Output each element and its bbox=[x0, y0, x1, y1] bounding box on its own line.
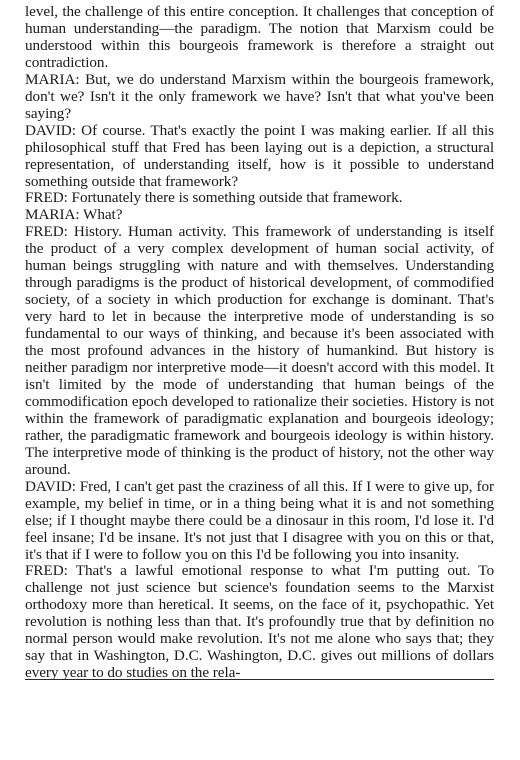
speaker-label: MARIA: bbox=[25, 206, 80, 224]
paragraph-maria-1 bbox=[25, 72, 494, 123]
paragraph-text: But, we do understand Marxism within the bourgeois framework, don't we? Isn't it the only framework we have? Isn't that what you've been saying? bbox=[25, 70, 494, 122]
paragraph-maria-2 bbox=[25, 207, 494, 224]
paragraph-continuation bbox=[25, 4, 494, 72]
page-text bbox=[25, 4, 494, 682]
paragraph-david-1 bbox=[25, 123, 494, 191]
paragraph-fred-3 bbox=[25, 563, 494, 682]
paragraph-text: Of course. That's exactly the point I was making earlier. If all this philosophical stuff that Fred has been laying out is a depiction, a structural representation, of understanding itself, how is it possible to understand something outside that framework? bbox=[25, 121, 494, 190]
paragraph-fred-1 bbox=[25, 190, 494, 207]
paragraph-text: History. Human activity. This framework of understanding is itself the product of a very complex development of human social activity, of human beings struggling with nature and with themselves. Understanding through paradigms is the product of historical development, of commodified society, of a society in which production for exchange is dominant. That's very hard to let in because the interpretive mode of understanding is so fundamental to our ways of thinking, and because it's been associated with the most profound advances in the history of humankind. But history is neither paradigm nor interpretive mode—it doesn't accord with this model. It isn't limited by the mode of understanding that human beings of the commodification epoch developed to rationalize their societies. History is not within the framework of paradigmatic explanation and bourgeois ideology; rather, the paradigmatic framework and bourgeois ideology is within history. The interpretive mode of thinking is the product of history, not the other way around. bbox=[25, 223, 494, 478]
paragraph-text: level, the challenge of this entire conception. It challenges that conception of human understanding—the paradigm. The notion that Marxism could be understood within this bourgeois framework is therefore a straight out contradiction. bbox=[25, 3, 494, 71]
paragraph-david-2 bbox=[25, 479, 494, 564]
speaker-label: MARIA: bbox=[25, 70, 80, 88]
paragraph-text: What? bbox=[79, 206, 123, 224]
speaker-label: FRED: bbox=[25, 189, 68, 207]
speaker-label: FRED: bbox=[25, 562, 68, 580]
paragraph-text: That's a lawful emotional response to what I'm putting out. To challenge not just science but science's foundation seems to the Marxist orthodoxy more than heretical. It seems, on the face of it, psychopathic. Yet revolution is nothing less than that. It's profoundly true that by definition no normal person would make revolution. It's not me alone who says that; they say that in Washington, D.C. Washington, D.C. gives out millions of dollars every year to do studies on the rela- bbox=[25, 562, 494, 682]
paragraph-text: Fortunately there is something outside that framework. bbox=[67, 189, 403, 207]
speaker-label: DAVID: bbox=[25, 121, 76, 139]
paragraph-text: Fred, I can't get past the craziness of all this. If I were to give up, for example, my belief in time, or in a thing being what it is and not something else; if I thought maybe there could be a dinosaur in this room, I'd lose it. I'd feel insane; I'd be insane. It's not just that I disagree with you on this or that, it's that if I were to follow you on this I'd be following you into insanity. bbox=[25, 477, 494, 563]
speaker-label: FRED: bbox=[25, 223, 68, 241]
footer-rule bbox=[25, 679, 494, 680]
speaker-label: DAVID: bbox=[25, 477, 76, 495]
paragraph-fred-2 bbox=[25, 224, 494, 478]
